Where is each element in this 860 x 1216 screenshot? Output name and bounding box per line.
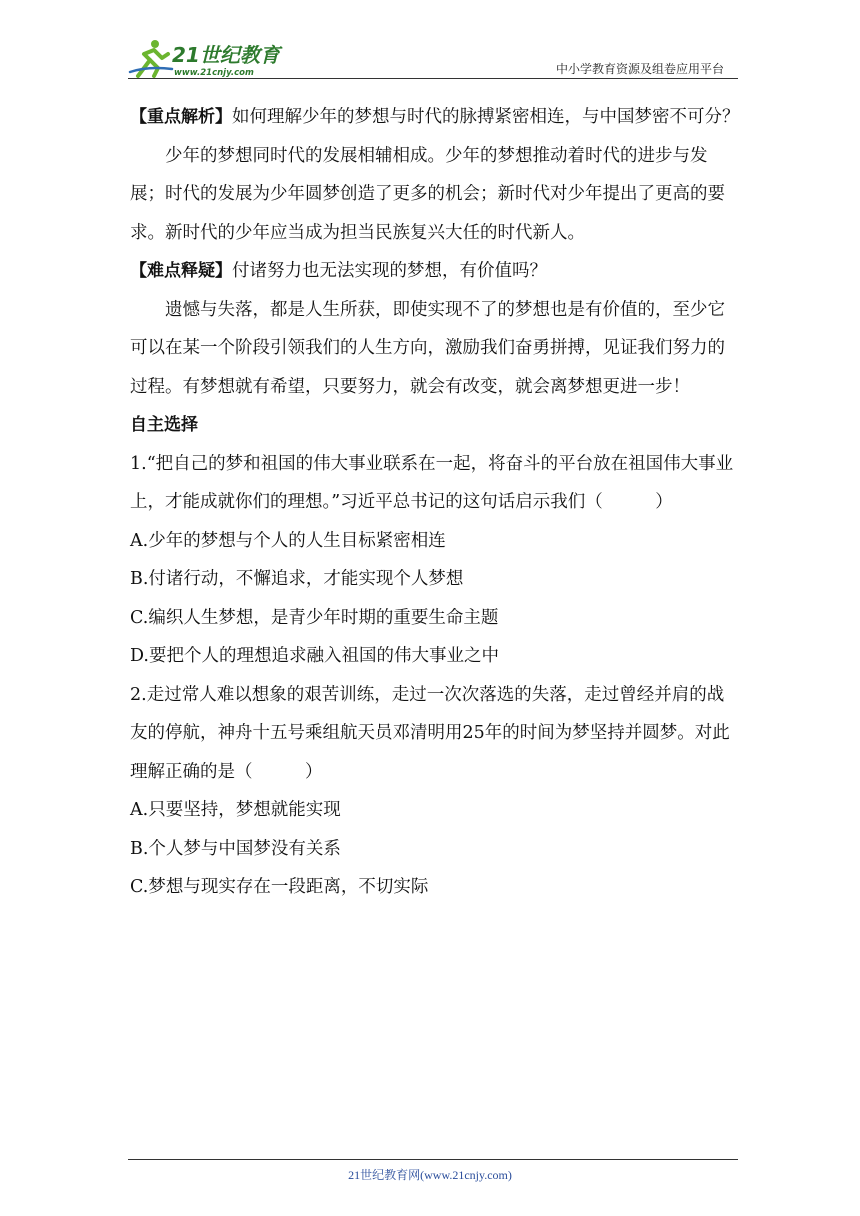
question-1-option-a: A.少年的梦想与个人的人生目标紧密相连 [130,530,446,551]
question-1-option-d: D.要把个人的理想追求融入祖国的伟大事业之中 [130,646,499,666]
page-header [128,36,738,80]
key-label: 【重点解析】 [130,107,232,127]
question-1-option-c: C.编织人生梦想，是青少年时期的重要生命主题 [130,607,499,628]
question-2-option-a: A.只要坚持，梦想就能实现 [130,800,341,820]
difficult-answer: 遗憾与失落，都是人生所获，即使实现不了的梦想也是有价值的，至少它可以在某一个阶段引领我们的人生方向，激励我们奋勇拼搏，见证我们努力的过程。有梦想就有希望，只要努力，就会有改变，就会离梦想更进一步！ [130,299,725,397]
document-body [130,98,740,907]
difficult-question-text: 付诸努力也无法实现的梦想，有价值吗？ [232,261,547,281]
difficult-label: 【难点释疑】 [130,261,232,281]
footer-text: 21世纪教育网(www.21cnjy.com) [348,1168,512,1182]
header-platform-text: 中小学教育资源及组卷应用平台 [555,62,724,76]
question-1-option-b: B.付诸行动，不懈追求，才能实现个人梦想 [130,569,464,589]
header-divider [128,78,738,79]
logo-url: www.21cnjy.com [174,68,254,78]
question-2-option-c: C.梦想与现实存在一段距离，不切实际 [130,877,429,897]
key-question [130,98,740,137]
practice-title: 自主选择 [130,415,198,435]
logo-title: 21世纪教育 [172,43,280,67]
question-1-stem: 1.“把自己的梦和祖国的伟大事业联系在一起，将奋斗的平台放在祖国伟大事业上，才能成就你们的理想。”习近平总书记的这句话启示我们（ ） [130,453,734,512]
key-question-text: 如何理解少年的梦想与时代的脉搏紧密相连，与中国梦密不可分？ [232,107,740,127]
question-2-option-b: B.个人梦与中国梦没有关系 [130,838,341,859]
site-logo [128,36,298,80]
difficult-question [130,252,740,291]
key-answer: 少年的梦想同时代的发展相辅相成。少年的梦想推动着时代的进步与发展；时代的发展为少年圆梦创造了更多的机会；新时代对少年提出了更高的要求。新时代的少年应当成为担当民族复兴大任的时代新人。 [130,145,725,243]
footer-divider [128,1159,738,1160]
question-2-stem: 2.走过常人难以想象的艰苦训练，走过一次次落选的失落，走过曾经并肩的战友的停航，神舟十五号乘组航天员邓清明用25年的时间为梦坚持并圆梦。对此理解正确的是（ ） [130,684,730,782]
